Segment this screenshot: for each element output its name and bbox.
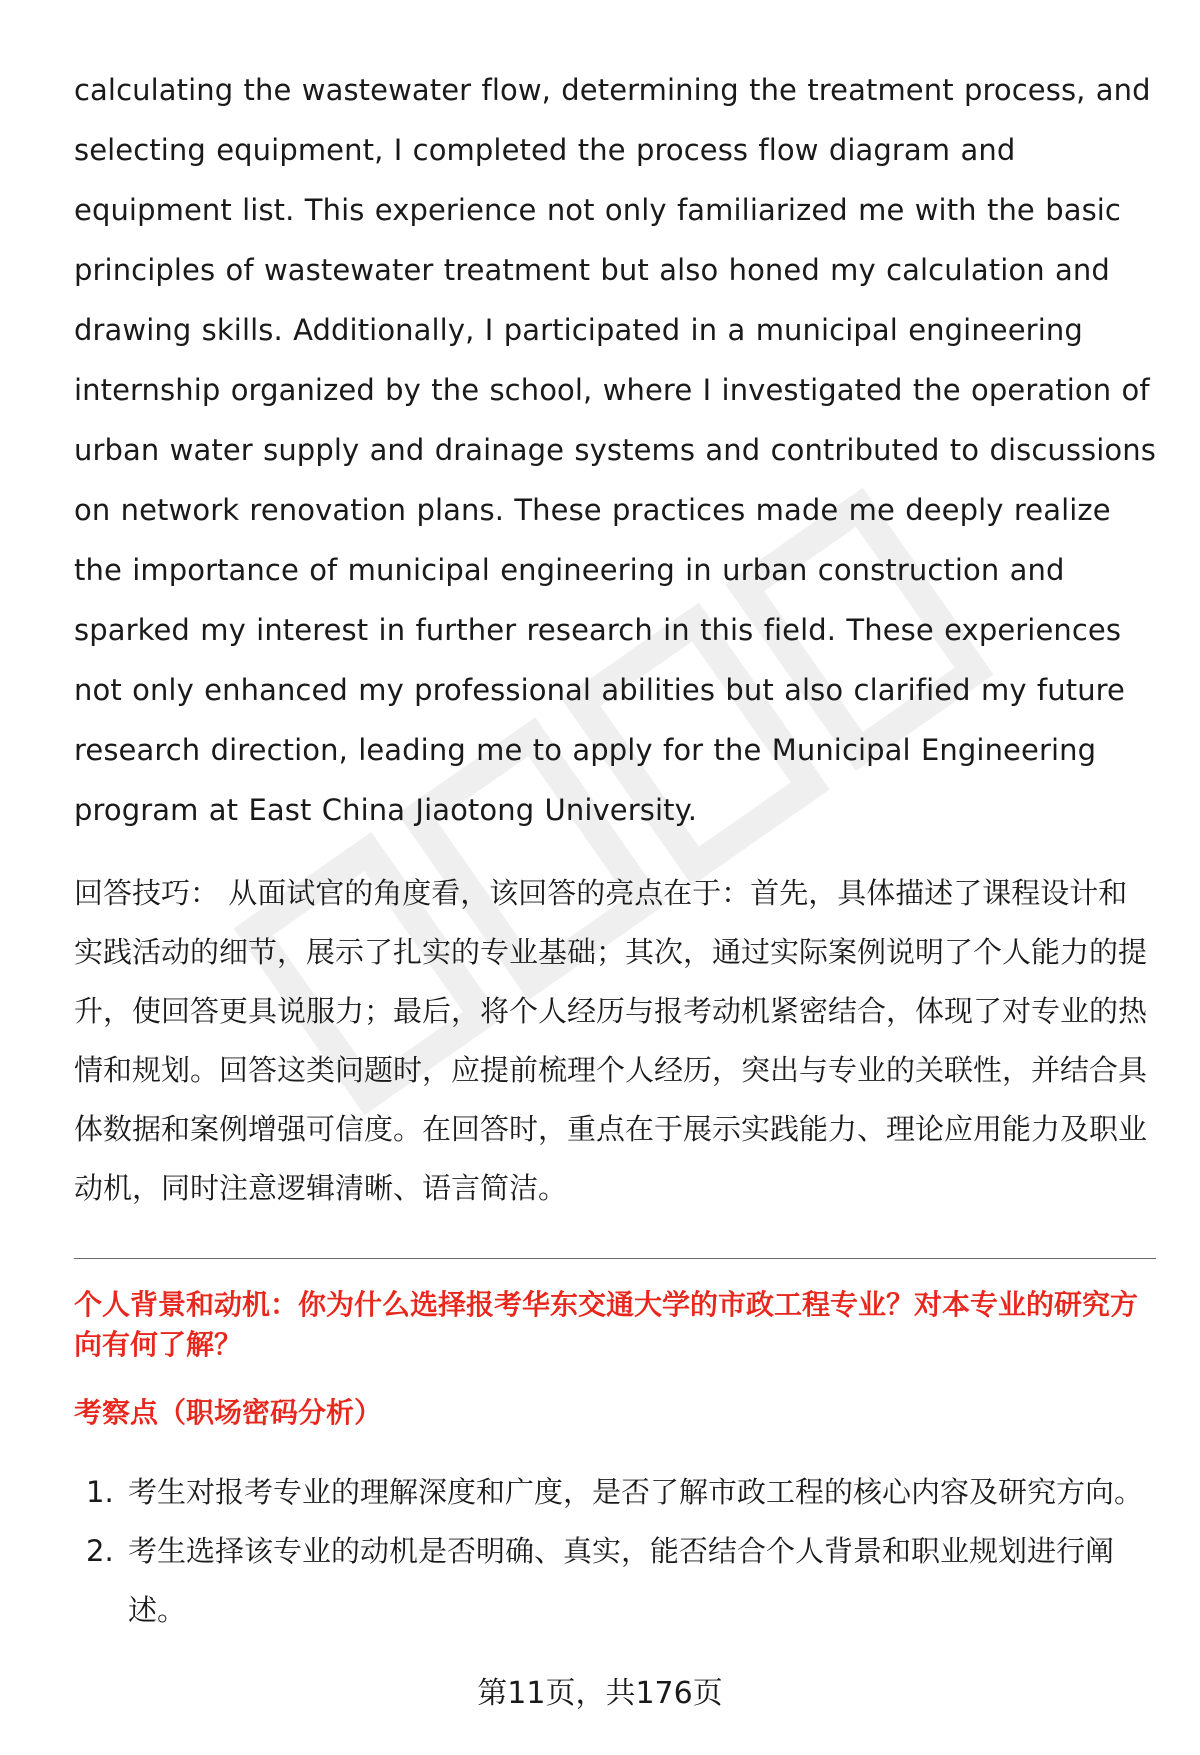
page-number-footer: 第11页，共176页	[477, 1676, 723, 1711]
list-item-text: 考生对报考专业的理解深度和广度，是否了解市政工程的核心内容及研究方向。	[128, 1475, 1144, 1509]
list-item-text: 考生选择该专业的动机是否明确、真实，能否结合个人背景和职业规划进行阐述。	[128, 1534, 1115, 1627]
section-divider	[74, 1258, 1156, 1259]
question-title: 个人背景和动机：你为什么选择报考华东交通大学的市政工程专业？对本专业的研究方向有何了解？	[74, 1288, 1139, 1361]
answer-paragraph-english: calculating the wastewater flow, determining the treatment process, and selecting equipment, I completed the process flow diagram and equipment list. This experience not only familiarized me with the basic principles of wastewater treatment but also honed my calculation and drawing skills. Additionally, I participated in a municipal engineering internship organized by the school, where I investigated the operation of urban water supply and drainage systems and contributed to discussions on network renovation plans. These practices made me deeply realize the importance of municipal engineering in urban construction and sparked my interest in further research in this field. These experiences not only enhanced my professional abilities but also clarified my future research direction, leading me to apply for the Municipal Engineering program at East China Jiaotong University.	[74, 73, 1156, 827]
answer-tips-paragraph: 回答技巧： 从面试官的角度看，该回答的亮点在于：首先，具体描述了课程设计和实践活动的细节，展示了扎实的专业基础；其次，通过实际案例说明了个人能力的提升，使回答更具说服力；最后，将个人经历与报考动机紧密结合，体现了对专业的热情和规划。回答这类问题时，应提前梳理个人经历，突出与专业的关联性，并结合具体数据和案例增强可信度。在回答时，重点在于展示实践能力、理论应用能力及职业动机，同时注意逻辑清晰、语言简洁。	[74, 876, 1148, 1205]
assessment-points-list	[74, 1463, 1156, 1640]
assessment-points-heading: 考察点（职场密码分析）	[74, 1396, 383, 1429]
list-item-number: 1.	[86, 1475, 114, 1509]
list-item	[74, 1522, 1156, 1640]
document-page	[74, 60, 1156, 1640]
list-item	[74, 1463, 1156, 1522]
list-item-number: 2.	[86, 1534, 114, 1568]
